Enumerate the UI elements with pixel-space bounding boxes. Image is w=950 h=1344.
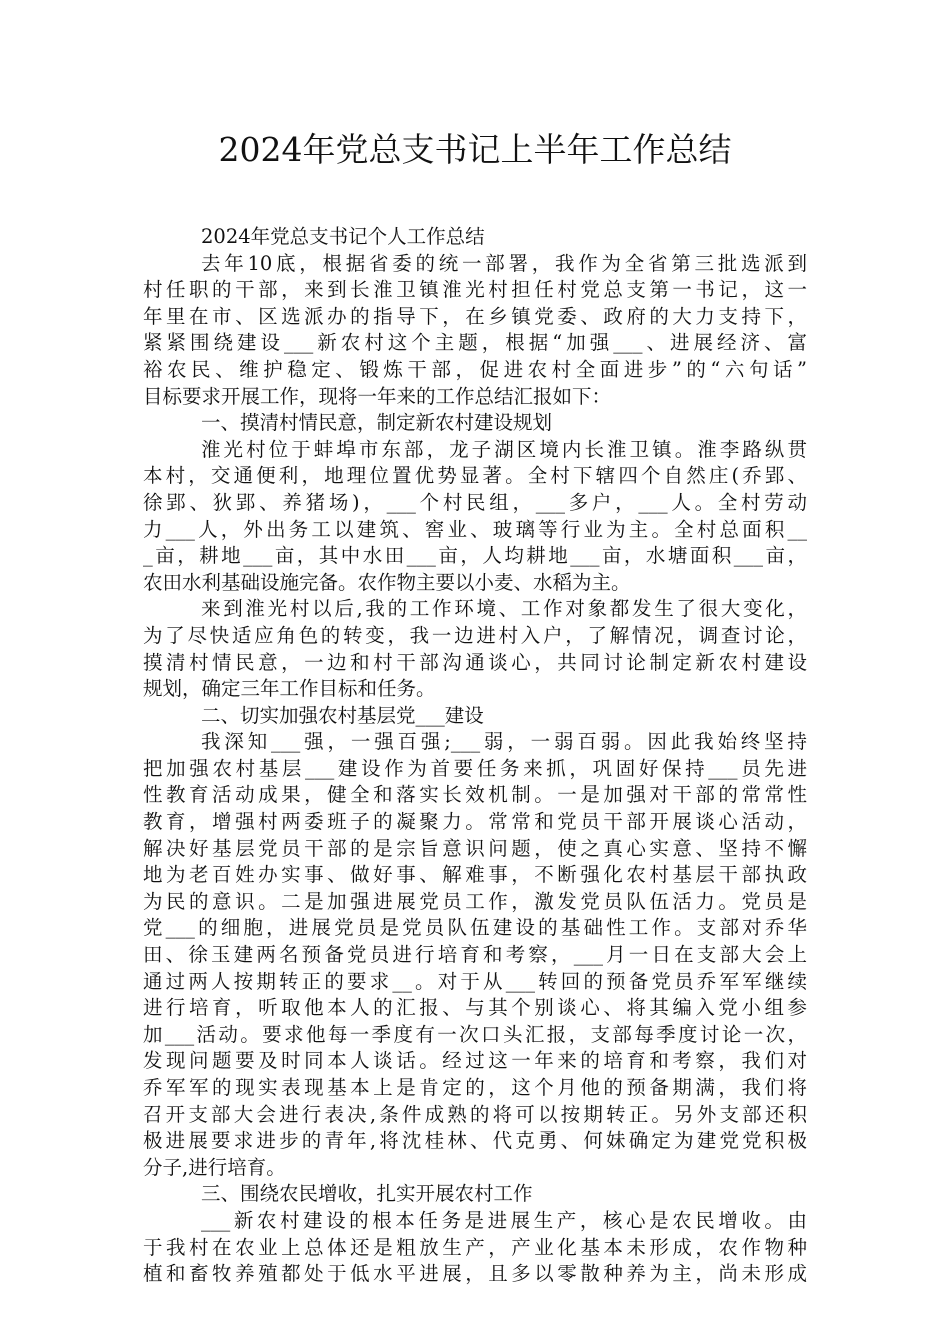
text-line: 地为老百姓办实事、做好事、解难事，不断强化农村基层干部执政 <box>143 863 807 887</box>
text-line: 召开支部大会进行表决,条件成熟的将可以按期转正。另外支部还积 <box>143 1102 807 1126</box>
text-line: ___新农村建设的根本任务是进展生产，核心是农民增收。由 <box>201 1208 807 1232</box>
text-line: 加___活动。要求他每一季度有一次口头汇报，支部每季度讨论一次， <box>143 1022 807 1046</box>
document-body <box>143 224 807 1288</box>
text-line: _亩，耕地___亩，其中水田___亩，人均耕地___亩，水塘面积___亩， <box>143 544 807 568</box>
text-line: 来到淮光村以后,我的工作环境、工作对象都发生了很大变化， <box>201 597 807 621</box>
text-line: 党___的细胞，进展党员是党员队伍建设的基础性工作。支部对乔华 <box>143 916 807 940</box>
text-line: 发现问题要及时同本人谈话。经过这一年来的培育和考察，我们对 <box>143 1049 807 1073</box>
text-line: 淮光村位于蚌埠市东部，龙子湖区境内长淮卫镇。淮李路纵贯 <box>201 437 807 461</box>
text-line: 教育，增强村两委班子的凝聚力。常常和党员干部开展谈心活动， <box>143 810 807 834</box>
text-line: 极进展要求进步的青年,将沈桂林、代克勇、何妹确定为建党党积极 <box>143 1129 807 1153</box>
text-line: 于我村在农业上总体还是粗放生产，产业化基本未形成，农作物种 <box>143 1235 807 1259</box>
text-line: 通过两人按期转正的要求__。对于从___转回的预备党员乔军军继续 <box>143 969 807 993</box>
text-line: 三、围绕农民增收，扎实开展农村工作 <box>201 1182 533 1206</box>
text-line: 规划，确定三年工作目标和任务。 <box>143 677 436 701</box>
text-line: 进行培育，听取他本人的汇报、与其个别谈心、将其编入党小组参 <box>143 996 807 1020</box>
text-line: 为民的意识。二是加强进展党员工作，激发党员队伍活力。党员是 <box>143 889 807 913</box>
text-line: 植和畜牧养殖都处于低水平进展，且多以零散种养为主，尚未形成 <box>143 1262 807 1286</box>
text-line: 农田水利基础设施完备。农作物主要以小麦、水稻为主。 <box>143 570 631 594</box>
text-line: 我深知___强，一强百强;___弱，一弱百弱。因此我始终坚持 <box>201 730 807 754</box>
text-line: 摸清村情民意，一边和村干部沟通谈心，共同讨论制定新农村建设 <box>143 650 807 674</box>
text-line: 解决好基层党员干部的是宗旨意识问题，使之真心实意、坚持不懈 <box>143 836 807 860</box>
text-line: 紧紧围绕建设___新农村这个主题，根据“加强___、进展经济、富 <box>143 331 807 355</box>
text-line: 性教育活动成果，健全和落实长效机制。一是加强对干部的常常性 <box>143 783 807 807</box>
text-line: 徐郢、狄郢、养猪场)，___个村民组，___多户，___人。全村劳动 <box>143 490 807 514</box>
document-title: 2024年党总支书记上半年工作总结 <box>218 130 732 169</box>
text-line: 力___人，外出务工以建筑、窖业、玻璃等行业为主。全村总面积__ <box>143 517 807 541</box>
text-line: 乔军军的现实表现基本上是肯定的，这个月他的预备期满，我们将 <box>143 1076 807 1099</box>
text-line: 本村，交通便利，地理位置优势显著。全村下辖四个自然庄(乔郢、 <box>143 464 807 488</box>
text-line: 村任职的干部，来到长淮卫镇淮光村担任村党总支第一书记，这一 <box>143 278 807 302</box>
text-line: 年里在市、区选派办的指导下，在乡镇党委、政府的大力支持下， <box>143 304 807 328</box>
text-line: 2024年党总支书记个人工作总结 <box>201 225 485 248</box>
text-line: 为了尽快适应角色的转变，我一边进村入户，了解情况，调查讨论， <box>143 623 807 647</box>
text-line: 一、摸清村情民意，制定新农村建设规划 <box>201 411 553 435</box>
text-line: 把加强农村基层___建设作为首要任务来抓，巩固好保持___员先进 <box>143 756 807 780</box>
text-line: 分子,进行培育。 <box>143 1155 286 1179</box>
text-line: 田、徐玉建两名预备党员进行培育和考察，___月一日在支部大会上 <box>143 943 807 967</box>
text-line: 裕农民、维护稳定、锻炼干部，促进农村全面进步”的“六句话” <box>143 357 807 381</box>
text-line: 二、切实加强农村基层党___建设 <box>201 703 484 727</box>
text-line: 目标要求开展工作，现将一年来的工作总结汇报如下： <box>143 384 612 408</box>
text-line: 去年10底，根据省委的统一部署，我作为全省第三批选派到 <box>201 251 807 275</box>
